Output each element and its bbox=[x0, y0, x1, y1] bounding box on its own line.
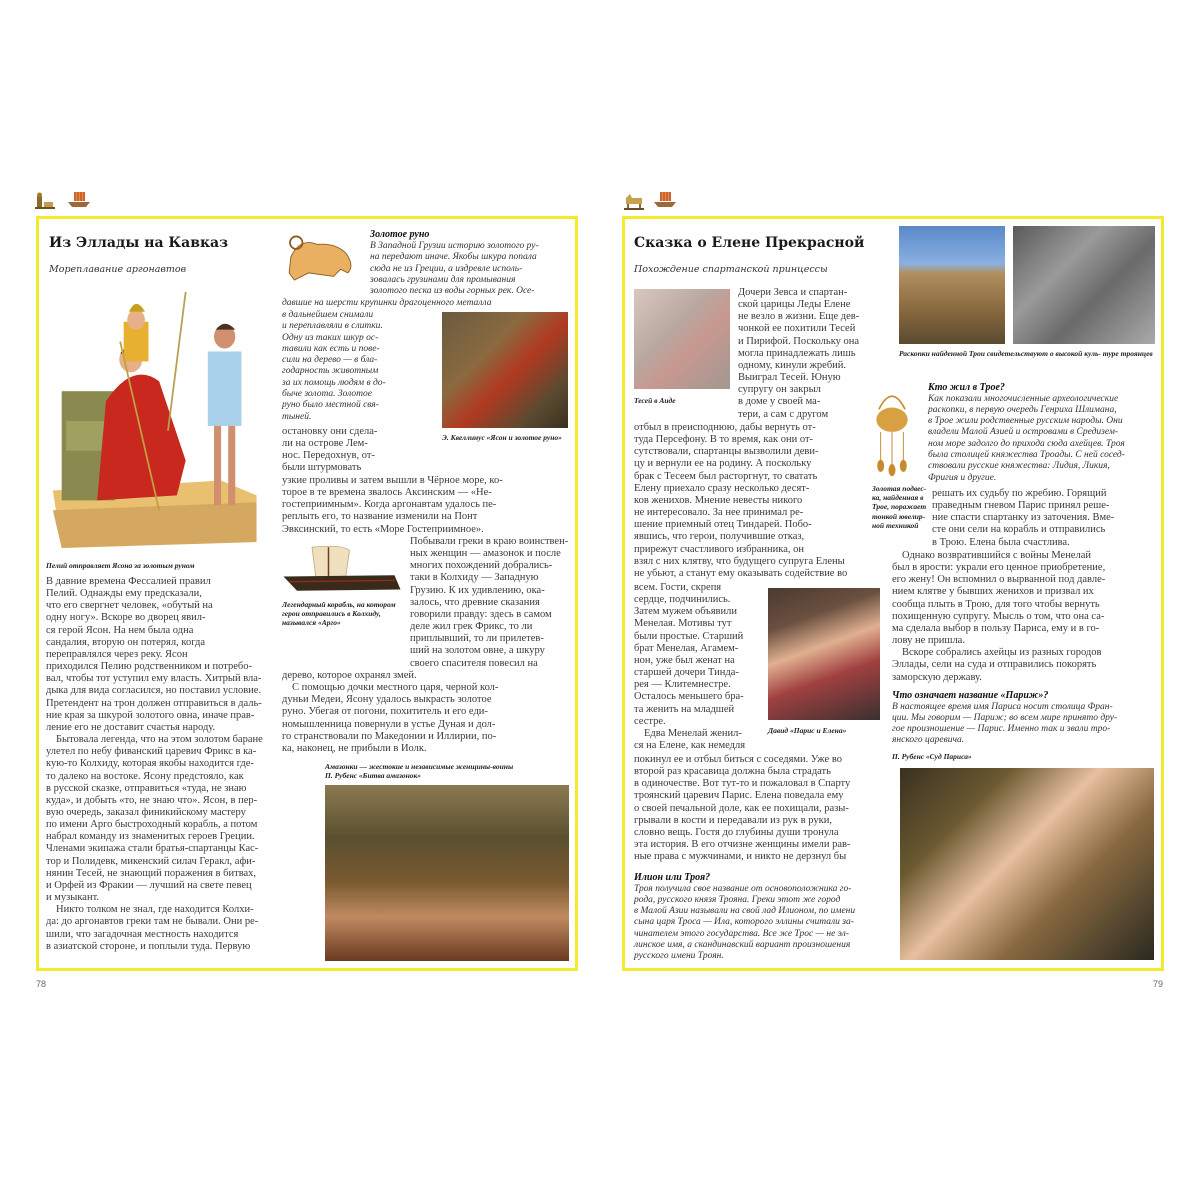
text-line: приплывший, то ли прилетев- bbox=[410, 633, 544, 645]
text-line: второй раз красавица должна была страдать bbox=[634, 766, 831, 778]
text-line: Эвксинский, то есть «Море Гостеприимное». bbox=[282, 523, 484, 535]
body-text-block bbox=[410, 536, 568, 670]
body-text-block bbox=[634, 582, 745, 752]
gold-pendant-illustration bbox=[872, 382, 912, 480]
text-line: остановку они сдела- bbox=[282, 426, 378, 437]
sidebar-body bbox=[892, 702, 1117, 747]
sidebar-line: в Малой Азии называли на свой лад Илионом, по имени bbox=[634, 906, 856, 917]
text-line: ные права с мужчинами, и никто не дерзнул бы bbox=[634, 851, 847, 863]
text-line: нянин Тесей, не знающий поражения в битвах, bbox=[46, 867, 257, 879]
text-line: одному, кинули жребий. bbox=[738, 359, 847, 371]
text-line: в Трою. Елена была счастлива. bbox=[932, 536, 1070, 548]
golden-ram-illustration bbox=[282, 230, 362, 282]
sidebar-heading: Золотое руно bbox=[370, 229, 430, 240]
sidebar-line: В Западной Грузии историю золотого ру- bbox=[370, 241, 539, 251]
body-text-block bbox=[738, 287, 859, 421]
caption-theseus bbox=[634, 396, 676, 405]
text-line: грывали в кости и передавали из рук в руки, bbox=[634, 814, 832, 826]
sidebar-fleece-lines-3 bbox=[282, 310, 386, 423]
sidebar-line: ции. Мы говорим — Париж; во всем мире принято дру- bbox=[892, 712, 1118, 723]
sidebar-body bbox=[634, 884, 855, 963]
caption-amazons bbox=[325, 762, 513, 780]
text-line: не везло в жизни. Еще дев- bbox=[738, 311, 860, 323]
text-line: в одиночестве. Вот тут-то и пожаловал в Спарту bbox=[634, 778, 851, 790]
text-line: тор и Полидевк, микенский силач Геракл, афи- bbox=[46, 855, 256, 867]
text-line: ных женщин — амазонок и после bbox=[410, 548, 561, 560]
caption-line: Раскопки найденной Трои свидетельствуют о высокой куль- туре троянцев bbox=[899, 349, 1153, 358]
body-text-block bbox=[634, 754, 850, 863]
sidebar-line: давшие на шерсти крупинки драгоценного металла bbox=[282, 298, 492, 308]
sidebar-line: В настоящее время имя Париса носит столица Фран- bbox=[892, 701, 1113, 712]
sidebar-line: быче золота. Золотое bbox=[282, 389, 372, 400]
text-line: торое в те времена звалось Аксинским — «Не- bbox=[282, 487, 492, 499]
text-line: лову не пришла. bbox=[892, 635, 965, 647]
sidebar-paris-name bbox=[892, 690, 1117, 747]
text-line: прирежут счастливого избранника, он bbox=[634, 543, 805, 555]
troy-ruins-photo bbox=[899, 226, 1005, 344]
caption-line: П. Рубенс «Битва амазонок» bbox=[325, 771, 422, 781]
text-line: не убьют, а станут ему оказывать содействие во bbox=[634, 567, 848, 579]
caption-line: Пелий отправляет Ясона за золотым руном bbox=[46, 561, 195, 570]
sidebar-line: в Трое жили родственные русским народы. Они bbox=[928, 416, 1123, 427]
text-line: приходился Пелию родственником и потребо- bbox=[46, 661, 252, 673]
sidebar-line: и переплавляли в слитки. bbox=[282, 321, 383, 332]
text-line: ка, наконец, не прибыли в Иолк. bbox=[282, 742, 427, 754]
text-line: сестре. bbox=[634, 715, 666, 727]
text-line: ся герой Ясон. На нем была одна bbox=[46, 624, 194, 636]
text-line: решать их судьбу по жребию. Горящий bbox=[932, 488, 1107, 499]
text-line: нос. Передохнув, от- bbox=[282, 450, 375, 462]
text-line: сте они сели на корабль и отправились bbox=[932, 524, 1106, 536]
text-line: Однако возвратившийся с войны Менелай bbox=[902, 550, 1091, 561]
sidebar-line: владели Малой Азией и островами в Средизем- bbox=[928, 427, 1119, 438]
body-text-block bbox=[282, 426, 377, 475]
text-line: ли на острове Лем- bbox=[282, 438, 368, 450]
text-line: рея — Клитемнестре. bbox=[634, 679, 731, 691]
sidebar-line: на передают иначе. Якобы шкура попала bbox=[370, 252, 537, 263]
text-line: явшись, что герои, получившие отказ, bbox=[634, 531, 805, 543]
sidebar-who-lived-in-troy bbox=[928, 382, 1125, 484]
text-line: Вскоре собрались ахейцы из разных городов bbox=[902, 647, 1102, 659]
sidebar-line: янского царевича. bbox=[892, 735, 965, 746]
text-line: Осталось меньшего бра- bbox=[634, 691, 744, 703]
text-line: узкие проливы и затем вышли в Чёрное море, ко- bbox=[282, 475, 503, 486]
text-line: да: до аргонавтов греки там не бывали. Они ре- bbox=[46, 916, 259, 928]
sidebar-line: в дальнейшем снимали bbox=[282, 310, 374, 320]
text-line: не интересовало. За нее принимал ре- bbox=[634, 507, 804, 519]
sidebar-line: рода, русского князя Трояна. Греки этот же город bbox=[634, 894, 841, 905]
text-line: нон, уже был женат на bbox=[634, 654, 735, 666]
caption-quellinus bbox=[442, 433, 570, 442]
text-line: троянский царевич Парис. Елена поведала ему bbox=[634, 790, 844, 802]
sidebar-line: сили на дерево — в бла- bbox=[282, 355, 378, 366]
sidebar-body bbox=[928, 394, 1125, 484]
text-line: был в ярости: украли его ценное приобретение, bbox=[892, 562, 1106, 574]
text-line: о своей печальной доле, как ее похищали, разы- bbox=[634, 802, 849, 814]
body-text-block bbox=[282, 475, 503, 536]
caption-line: Золотая подвес- ка, найденная в Трое, поражает тонкой ювелир- ной техникой bbox=[872, 484, 927, 530]
text-line: сердце, подчинились. bbox=[634, 594, 731, 606]
quellinus-painting bbox=[442, 312, 568, 428]
sidebar-heading: Илион или Троя? bbox=[634, 872, 711, 883]
text-line: Членами экипажа стали братья-спартанцы Кас- bbox=[46, 843, 259, 855]
text-line: Выиграл Тесей. Юную bbox=[738, 372, 841, 384]
ship-icon bbox=[66, 190, 92, 208]
body-text-block bbox=[634, 422, 847, 580]
sidebar-fleece-lines-1 bbox=[370, 241, 539, 297]
trojan-horse-icon bbox=[622, 192, 648, 210]
text-line: ся на Елене, как немедля bbox=[634, 740, 746, 752]
text-line: куда», и добыть «то, не знаю что». Ясон, в пер- bbox=[46, 794, 258, 806]
text-line: вал, чтобы тот уступил ему власть. Хитрый вла- bbox=[46, 673, 262, 685]
caption-line: П. Рубенс «Суд Париса» bbox=[892, 752, 972, 761]
text-line: набрал команду из знаменитых героев Греции. bbox=[46, 831, 255, 843]
text-line: своего спасителя повесил на bbox=[410, 657, 538, 669]
sidebar-heading: Кто жил в Трое? bbox=[928, 382, 1005, 393]
caption-line: Давид «Парис и Елена» bbox=[768, 726, 847, 735]
text-line: в доме у своей ма- bbox=[738, 396, 821, 408]
troy-relief-photo bbox=[1013, 226, 1155, 344]
text-line: та женить на младшей bbox=[634, 703, 735, 715]
text-line: брак с Тесеем был расторгнут, то сватать bbox=[634, 470, 818, 482]
text-line: го странствовали по Македонии и Иллирии, по- bbox=[282, 730, 497, 742]
text-line: гостеприимным». Когда аргонавтам удалось пе- bbox=[282, 499, 497, 511]
text-line: цу и вернули ее на родину. А поскольку bbox=[634, 458, 812, 470]
text-line: сандалия, вторую он потерял, когда bbox=[46, 636, 205, 648]
text-line: ние края за шкурой золотого овна, иначе прав- bbox=[46, 709, 255, 721]
text-line: Затем мужем объявили bbox=[634, 606, 737, 618]
text-line: тери, а сам с другом bbox=[738, 408, 829, 420]
sidebar-line: Как показали многочисленные археологические bbox=[928, 393, 1119, 404]
text-line: Менелая. Мотивы тут bbox=[634, 618, 732, 630]
text-line: Никто толком не знал, где находится Колхи- bbox=[56, 904, 254, 916]
text-line: ков женихов. Мнение невесты никого bbox=[634, 494, 803, 506]
pelias-illustration bbox=[44, 282, 276, 550]
text-line: Претендент на трон должен отправиться в даль- bbox=[46, 697, 262, 709]
sidebar-heading: Что означает название «Париж»? bbox=[892, 690, 1049, 701]
page-subtitle: Мореплавание аргонавтов bbox=[49, 264, 187, 275]
text-line: ской царицы Леды Елене bbox=[738, 299, 851, 311]
page-number: 79 bbox=[1153, 979, 1164, 989]
text-line: заморскую державу. bbox=[892, 671, 982, 683]
text-line: многих похождений добрались- bbox=[410, 560, 553, 572]
sidebar-fleece-lines-2 bbox=[282, 298, 491, 309]
text-line: всем. Гости, скрепя bbox=[634, 582, 722, 593]
text-line: эта история. В его отчизне женщины имели рав- bbox=[634, 839, 851, 851]
text-line: праведным гневом Парис принял реше- bbox=[932, 500, 1110, 512]
text-line: в азиатской стороне, и поплыли туда. Первую bbox=[46, 940, 251, 952]
text-line: шили, что загадочная местность находится bbox=[46, 928, 239, 940]
text-line: Бытовала легенда, что на этом золотом баране bbox=[56, 734, 263, 746]
page-title: Сказка о Елене Прекрасной bbox=[634, 235, 865, 251]
caption-line: Э. Квеллинус «Ясон и золотое руно» bbox=[442, 433, 562, 442]
sidebar-line: годарность животным bbox=[282, 366, 379, 377]
text-line: по имени Арго быстроходный корабль, а потом bbox=[46, 819, 258, 831]
text-line: что его свергнет человек, «обутый на bbox=[46, 600, 213, 612]
caption-pelias bbox=[46, 561, 194, 570]
page-number: 78 bbox=[36, 979, 47, 989]
sidebar-ilion-or-troy bbox=[634, 872, 855, 963]
text-line: руно. Убегая от погони, похититель и его еди- bbox=[282, 706, 488, 718]
text-line: похищенную супругу. Мысль о том, что она са- bbox=[892, 610, 1105, 622]
text-line: шение приемный отец Тиндарей. Побо- bbox=[634, 519, 812, 531]
sidebar-line: была столицей княжества Троады. С ней сосед- bbox=[928, 449, 1125, 460]
text-line: то далеко на востоке. Ясону предстояло, как bbox=[46, 770, 244, 782]
text-line: и музыкант. bbox=[46, 892, 99, 904]
sidebar-line: Фригия и другие. bbox=[928, 472, 997, 483]
sidebar-line: тавили как есть и пове- bbox=[282, 343, 380, 354]
caption-pendant bbox=[872, 484, 928, 530]
sidebar-line: гое произношение — Парис. Именно так и звали тро- bbox=[892, 724, 1111, 735]
text-line: нием клятве у бывших женихов и призвал их bbox=[892, 586, 1094, 598]
caption-line: Тесей в Аиде bbox=[634, 396, 676, 405]
sidebar-line: чинателем этого государства. Все же Трос — не эл- bbox=[634, 928, 849, 939]
caption-troy-excavation bbox=[899, 349, 1155, 358]
body-text-block bbox=[46, 576, 263, 953]
text-line: могла принадлежать лишь bbox=[738, 347, 856, 359]
body-text-block bbox=[892, 550, 1105, 684]
text-line: и Орфей из Фракии — лучший на свете певец bbox=[46, 879, 252, 891]
sidebar-line: золотого песка из воды горных рек. Осе- bbox=[370, 286, 535, 297]
text-line: одну ногу». Вскоре во дворец явил- bbox=[46, 612, 206, 624]
text-line: сутствовали, спартанцы вызволили деви- bbox=[634, 446, 819, 458]
text-line: ма сделала выбор в пользу Париса, ему и в го- bbox=[892, 622, 1100, 634]
text-line: были штурмовать bbox=[282, 462, 362, 474]
text-line: ший на золотом овне, а шкуру bbox=[410, 645, 545, 657]
text-line: улетел по небу фиванский царевич Фрикс в ка- bbox=[46, 746, 257, 758]
text-line: таки в Колхиду — Западную bbox=[410, 572, 539, 584]
page-title: Из Эллады на Кавказ bbox=[49, 235, 229, 251]
text-line: словно вещь. Гостя до глубины души тронула bbox=[634, 826, 839, 838]
caption-argo bbox=[282, 600, 406, 628]
sidebar-line: руно было местной свя- bbox=[282, 400, 379, 411]
sidebar-line: русского имени Троян. bbox=[634, 951, 724, 962]
text-line: вую очередь, заказал финикийскому мастеру bbox=[46, 806, 246, 818]
text-line: чонкой ее похитили Тесей bbox=[738, 323, 856, 335]
text-line: были простые. Старший bbox=[634, 630, 744, 642]
text-line: Едва Менелай женил- bbox=[644, 727, 742, 739]
sidebar-line: линское имя, а скандинавский вариант произношения bbox=[634, 939, 851, 950]
caption-line: Амазонки — жестокие и независимые женщины-воины bbox=[325, 762, 514, 771]
text-line: говорили правду: здесь в самом bbox=[410, 608, 552, 620]
text-line: в русской сказке, отправиться «туда, не знаю bbox=[46, 782, 247, 794]
text-line: В давние времена Фессалией правил bbox=[46, 576, 211, 587]
text-line: переправлялся через реку. Ясон bbox=[46, 648, 188, 660]
caption-david bbox=[768, 726, 846, 735]
text-line: Дочери Зевса и спартан- bbox=[738, 287, 848, 298]
sidebar-line: сына царя Троса — Ила, которого эллины считали за- bbox=[634, 917, 854, 928]
argo-ship-illustration bbox=[282, 544, 402, 596]
sidebar-line: зовалась грузинами для промывания bbox=[370, 274, 516, 285]
text-line: дерево, которое охранял змей. bbox=[282, 670, 417, 681]
caption-line: Легендарный корабль, на котором герои отправились в Колхиду, назывался «Арго» bbox=[282, 600, 396, 628]
sidebar-line: за их помощь людям в до- bbox=[282, 377, 386, 388]
text-line: Елену приехало сразу несколько десят- bbox=[634, 482, 810, 494]
text-line: залось, что древние сказания bbox=[410, 596, 540, 608]
text-line: покинул ее и отбыл биться с соседями. Уже во bbox=[634, 754, 842, 765]
sidebar-line: сюда не из Греции, а издревле исполь- bbox=[370, 263, 523, 274]
body-text-block bbox=[282, 670, 498, 755]
text-line: ление его не доставит счастья народу. bbox=[46, 721, 216, 733]
text-line: брат Менелая, Агамем- bbox=[634, 642, 739, 654]
text-line: его жену! Он вспомнил о вырванной под давле- bbox=[892, 574, 1106, 586]
rubens-judgement-of-paris-painting bbox=[900, 768, 1154, 960]
amazons-battle-painting bbox=[325, 785, 569, 961]
text-line: туда Персефону. В то время, как они от- bbox=[634, 434, 814, 446]
text-line: номышленница повернули в устье Дуная и дол- bbox=[282, 718, 496, 730]
sidebar-line: ствовали русские княжества: Лидия, Ликия, bbox=[928, 461, 1110, 472]
caption-rubens bbox=[892, 752, 972, 761]
idol-figure-icon bbox=[34, 192, 60, 210]
david-paris-and-helen-painting bbox=[768, 588, 880, 720]
text-line: Грузию. К их удивлению, ока- bbox=[410, 584, 545, 596]
text-line: ние спасти спартанку из заточения. Вме- bbox=[932, 512, 1115, 524]
page-subtitle: Похождение спартанской принцессы bbox=[634, 264, 828, 275]
text-line: и Пирифой. Поскольку она bbox=[738, 335, 860, 347]
text-line: взял с них клятву, что будущего супруга Елены bbox=[634, 555, 845, 567]
text-line: деле жил грек Фрикс, то ли bbox=[410, 621, 533, 633]
text-line: супругу он закрыл bbox=[738, 384, 821, 396]
text-line: Эллады, сели на суда и отправились покорять bbox=[892, 659, 1097, 671]
sidebar-line: тыней. bbox=[282, 411, 312, 422]
sidebar-line: Троя получила свое название от основоположника го- bbox=[634, 883, 852, 894]
text-line: С помощью дочки местного царя, черной кол- bbox=[292, 682, 499, 694]
text-line: Побывали греки в краю воинствен- bbox=[410, 536, 569, 547]
text-line: дуньи Медеи, Ясону удалось выкрасть золотое bbox=[282, 694, 492, 706]
ship-icon bbox=[652, 190, 678, 208]
body-text-block bbox=[932, 488, 1114, 549]
text-line: Пелий. Однажды ему предсказали, bbox=[46, 588, 202, 600]
text-line: реплыть его, то название изменили на Понт bbox=[282, 511, 478, 523]
theseus-relief-photo bbox=[634, 289, 730, 389]
sidebar-line: Одну из таких шкур ос- bbox=[282, 332, 379, 343]
text-line: старшей дочери Тинда- bbox=[634, 667, 739, 679]
text-line: отбыл в преисподнюю, дабы вернуть от- bbox=[634, 422, 816, 433]
text-line: сообща плыть в Трою, для того чтобы вернуть bbox=[892, 598, 1100, 610]
text-line: кую-то Колхиду, которая якобы находится где- bbox=[46, 758, 254, 770]
sidebar-line: ном море задолго до прихода сюда ахейцев. Троя bbox=[928, 438, 1125, 449]
sidebar-line: раскопки, в первую очередь Генриха Шлимана, bbox=[928, 404, 1117, 415]
text-line: дыка для вида согласился, но поставил условие. bbox=[46, 685, 262, 697]
